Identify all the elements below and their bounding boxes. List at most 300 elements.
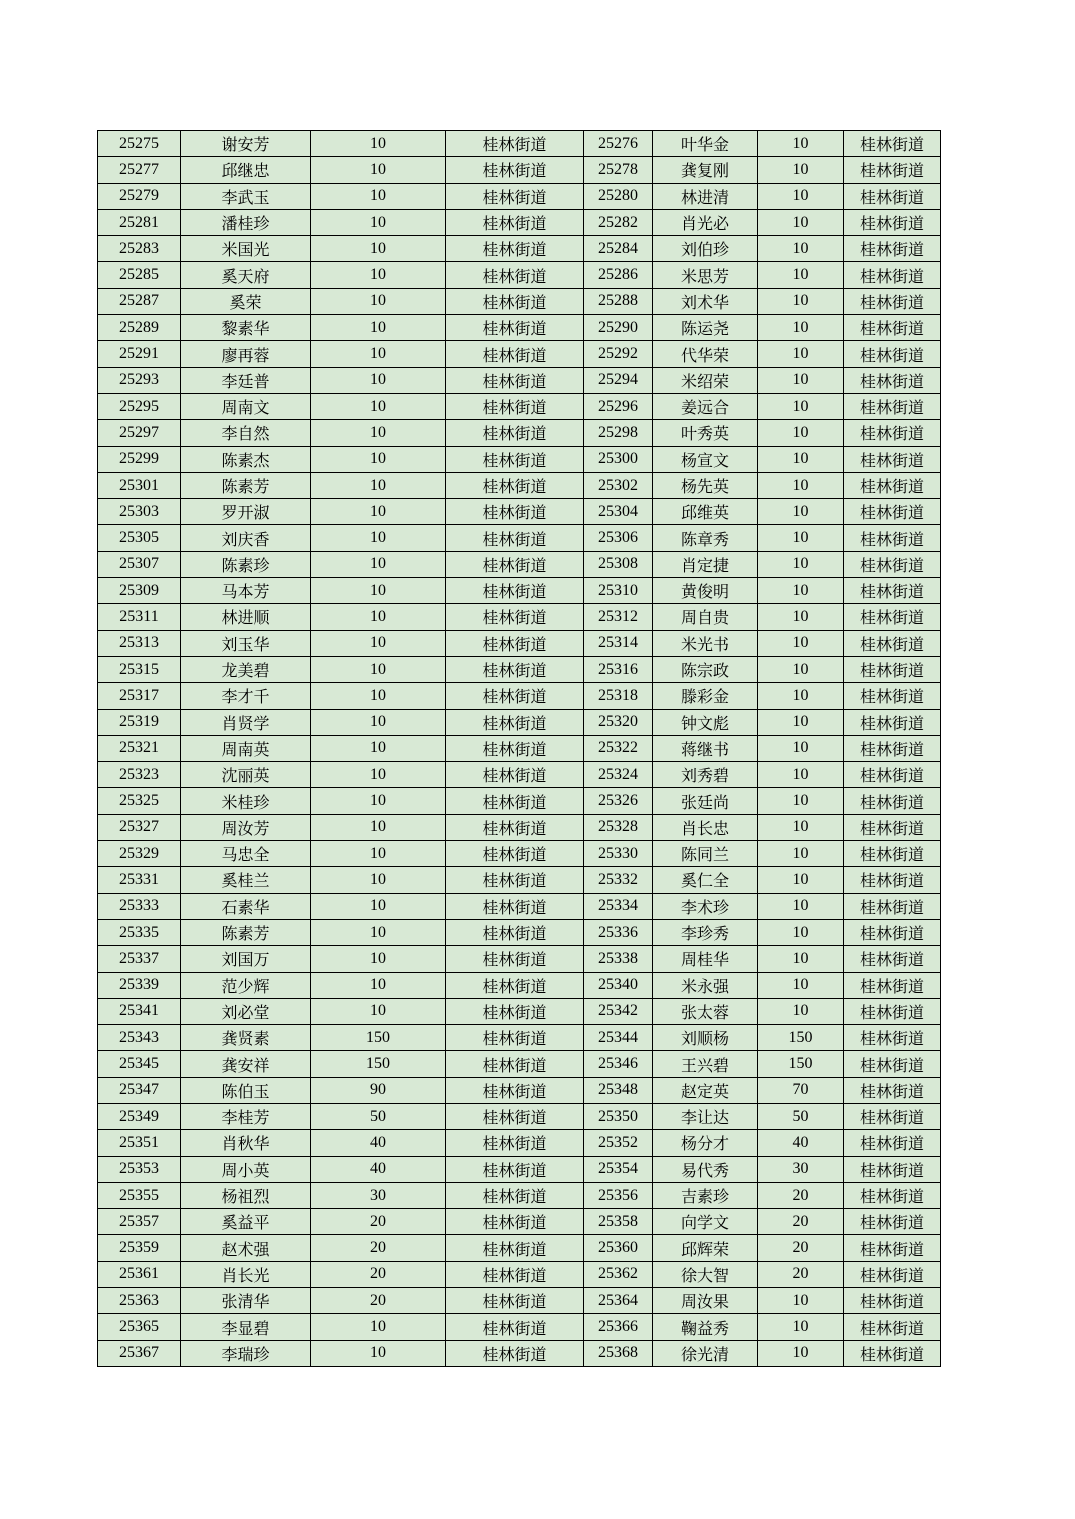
cell-amount-left: 10 — [311, 367, 446, 393]
cell-id-right: 25304 — [584, 499, 653, 525]
table-row — [98, 656, 941, 682]
cell-id-right: 25292 — [584, 341, 653, 367]
cell-name-right: 奚仁全 — [653, 867, 758, 893]
cell-amount-right: 20 — [758, 1261, 844, 1287]
cell-id-left: 25291 — [98, 341, 181, 367]
cell-amount-right: 10 — [758, 735, 844, 761]
cell-amount-left: 10 — [311, 735, 446, 761]
cell-id-right: 25294 — [584, 367, 653, 393]
cell-amount-right: 10 — [758, 841, 844, 867]
cell-name-right: 邱维英 — [653, 499, 758, 525]
cell-id-right: 25368 — [584, 1340, 653, 1366]
cell-district-left: 桂林街道 — [446, 946, 584, 972]
cell-district-right: 桂林街道 — [844, 446, 941, 472]
cell-district-right: 桂林街道 — [844, 1103, 941, 1129]
cell-district-left: 桂林街道 — [446, 1103, 584, 1129]
table-row — [98, 288, 941, 314]
cell-id-right: 25328 — [584, 814, 653, 840]
cell-name-right: 周汝果 — [653, 1288, 758, 1314]
cell-district-left: 桂林街道 — [446, 656, 584, 682]
table-row — [98, 1182, 941, 1208]
cell-amount-left: 10 — [311, 209, 446, 235]
cell-name-left: 龙美碧 — [181, 656, 311, 682]
table-row — [98, 236, 941, 262]
cell-amount-left: 10 — [311, 525, 446, 551]
cell-name-left: 廖再蓉 — [181, 341, 311, 367]
table-row — [98, 788, 941, 814]
cell-name-left: 龚贤素 — [181, 1025, 311, 1051]
cell-amount-right: 10 — [758, 972, 844, 998]
cell-district-left: 桂林街道 — [446, 1235, 584, 1261]
cell-name-left: 杨祖烈 — [181, 1182, 311, 1208]
cell-id-left: 25301 — [98, 472, 181, 498]
cell-district-left: 桂林街道 — [446, 841, 584, 867]
cell-name-left: 米国光 — [181, 236, 311, 262]
cell-name-right: 刘秀碧 — [653, 762, 758, 788]
cell-name-right: 米思芳 — [653, 262, 758, 288]
cell-id-left: 25277 — [98, 157, 181, 183]
cell-district-right: 桂林街道 — [844, 525, 941, 551]
cell-name-left: 潘桂珍 — [181, 209, 311, 235]
cell-name-right: 杨分才 — [653, 1130, 758, 1156]
cell-id-left: 25347 — [98, 1077, 181, 1103]
table-row — [98, 946, 941, 972]
cell-district-right: 桂林街道 — [844, 1077, 941, 1103]
cell-name-left: 沈丽英 — [181, 762, 311, 788]
cell-id-left: 25363 — [98, 1288, 181, 1314]
table-row — [98, 1156, 941, 1182]
cell-district-right: 桂林街道 — [844, 841, 941, 867]
cell-district-left: 桂林街道 — [446, 630, 584, 656]
table-row — [98, 683, 941, 709]
cell-name-left: 黎素华 — [181, 315, 311, 341]
cell-id-left: 25321 — [98, 735, 181, 761]
cell-amount-right: 10 — [758, 209, 844, 235]
cell-amount-right: 10 — [758, 1314, 844, 1340]
cell-id-right: 25332 — [584, 867, 653, 893]
cell-district-right: 桂林街道 — [844, 762, 941, 788]
cell-id-left: 25295 — [98, 393, 181, 419]
cell-amount-right: 10 — [758, 183, 844, 209]
cell-amount-right: 10 — [758, 157, 844, 183]
cell-amount-right: 70 — [758, 1077, 844, 1103]
table-row — [98, 525, 941, 551]
cell-name-left: 李才千 — [181, 683, 311, 709]
cell-name-right: 李术珍 — [653, 893, 758, 919]
cell-id-right: 25346 — [584, 1051, 653, 1077]
cell-id-right: 25296 — [584, 393, 653, 419]
cell-name-right: 刘顺杨 — [653, 1025, 758, 1051]
cell-district-left: 桂林街道 — [446, 1209, 584, 1235]
cell-district-right: 桂林街道 — [844, 1340, 941, 1366]
cell-district-left: 桂林街道 — [446, 262, 584, 288]
cell-name-left: 刘必堂 — [181, 998, 311, 1024]
table-row — [98, 604, 941, 630]
cell-district-left: 桂林街道 — [446, 315, 584, 341]
cell-id-left: 25299 — [98, 446, 181, 472]
cell-id-right: 25306 — [584, 525, 653, 551]
cell-amount-left: 10 — [311, 683, 446, 709]
cell-name-right: 姜远合 — [653, 393, 758, 419]
cell-name-left: 奚天府 — [181, 262, 311, 288]
table-row — [98, 972, 941, 998]
cell-name-right: 肖定捷 — [653, 551, 758, 577]
cell-amount-left: 10 — [311, 814, 446, 840]
cell-id-left: 25281 — [98, 209, 181, 235]
cell-name-right: 周自贵 — [653, 604, 758, 630]
cell-district-left: 桂林街道 — [446, 1130, 584, 1156]
cell-id-right: 25308 — [584, 551, 653, 577]
table-row — [98, 1130, 941, 1156]
cell-id-left: 25293 — [98, 367, 181, 393]
cell-amount-left: 20 — [311, 1209, 446, 1235]
cell-id-left: 25367 — [98, 1340, 181, 1366]
cell-name-right: 刘伯珍 — [653, 236, 758, 262]
cell-district-right: 桂林街道 — [844, 919, 941, 945]
cell-amount-right: 10 — [758, 341, 844, 367]
cell-name-right: 蒋继书 — [653, 735, 758, 761]
cell-name-left: 肖长光 — [181, 1261, 311, 1287]
cell-name-left: 李显碧 — [181, 1314, 311, 1340]
cell-name-left: 石素华 — [181, 893, 311, 919]
cell-id-left: 25307 — [98, 551, 181, 577]
cell-district-right: 桂林街道 — [844, 1156, 941, 1182]
cell-name-right: 吉素珍 — [653, 1182, 758, 1208]
cell-district-left: 桂林街道 — [446, 209, 584, 235]
cell-name-right: 王兴碧 — [653, 1051, 758, 1077]
cell-district-right: 桂林街道 — [844, 157, 941, 183]
table-row — [98, 446, 941, 472]
cell-name-left: 李瑞珍 — [181, 1340, 311, 1366]
cell-name-right: 叶秀英 — [653, 420, 758, 446]
cell-amount-left: 90 — [311, 1077, 446, 1103]
cell-id-left: 25283 — [98, 236, 181, 262]
cell-district-right: 桂林街道 — [844, 472, 941, 498]
cell-id-right: 25322 — [584, 735, 653, 761]
cell-district-right: 桂林街道 — [844, 578, 941, 604]
cell-id-right: 25344 — [584, 1025, 653, 1051]
cell-district-right: 桂林街道 — [844, 183, 941, 209]
cell-district-left: 桂林街道 — [446, 472, 584, 498]
cell-name-left: 周汝芳 — [181, 814, 311, 840]
cell-amount-left: 10 — [311, 841, 446, 867]
cell-amount-left: 10 — [311, 630, 446, 656]
cell-name-right: 易代秀 — [653, 1156, 758, 1182]
cell-amount-left: 20 — [311, 1261, 446, 1287]
table-row — [98, 131, 941, 157]
cell-amount-right: 10 — [758, 578, 844, 604]
cell-amount-left: 10 — [311, 867, 446, 893]
cell-district-left: 桂林街道 — [446, 972, 584, 998]
cell-amount-right: 10 — [758, 867, 844, 893]
cell-name-right: 钟文彪 — [653, 709, 758, 735]
cell-amount-right: 10 — [758, 998, 844, 1024]
cell-amount-left: 10 — [311, 578, 446, 604]
cell-name-right: 邱辉荣 — [653, 1235, 758, 1261]
cell-id-left: 25285 — [98, 262, 181, 288]
cell-district-right: 桂林街道 — [844, 735, 941, 761]
table-row — [98, 1025, 941, 1051]
cell-name-left: 林进顺 — [181, 604, 311, 630]
cell-amount-left: 10 — [311, 1314, 446, 1340]
beneficiary-table — [97, 130, 941, 1367]
cell-district-left: 桂林街道 — [446, 420, 584, 446]
cell-name-left: 陈素珍 — [181, 551, 311, 577]
cell-amount-right: 10 — [758, 919, 844, 945]
cell-amount-right: 10 — [758, 814, 844, 840]
cell-name-left: 肖秋华 — [181, 1130, 311, 1156]
cell-district-right: 桂林街道 — [844, 262, 941, 288]
table-row — [98, 867, 941, 893]
cell-id-right: 25340 — [584, 972, 653, 998]
cell-district-right: 桂林街道 — [844, 867, 941, 893]
cell-amount-right: 10 — [758, 551, 844, 577]
cell-name-right: 陈宗政 — [653, 656, 758, 682]
table-row — [98, 762, 941, 788]
cell-district-right: 桂林街道 — [844, 499, 941, 525]
cell-district-right: 桂林街道 — [844, 1314, 941, 1340]
cell-name-right: 米绍荣 — [653, 367, 758, 393]
cell-district-left: 桂林街道 — [446, 919, 584, 945]
cell-id-left: 25315 — [98, 656, 181, 682]
cell-name-left: 肖贤学 — [181, 709, 311, 735]
cell-district-right: 桂林街道 — [844, 209, 941, 235]
cell-name-right: 鞠益秀 — [653, 1314, 758, 1340]
table-row — [98, 1235, 941, 1261]
cell-amount-right: 10 — [758, 525, 844, 551]
cell-amount-right: 10 — [758, 236, 844, 262]
cell-district-left: 桂林街道 — [446, 1025, 584, 1051]
cell-id-right: 25318 — [584, 683, 653, 709]
cell-name-right: 米永强 — [653, 972, 758, 998]
cell-district-right: 桂林街道 — [844, 315, 941, 341]
cell-amount-left: 10 — [311, 604, 446, 630]
cell-amount-right: 10 — [758, 420, 844, 446]
cell-name-right: 周桂华 — [653, 946, 758, 972]
cell-id-right: 25302 — [584, 472, 653, 498]
cell-id-left: 25275 — [98, 131, 181, 157]
cell-id-left: 25303 — [98, 499, 181, 525]
cell-district-right: 桂林街道 — [844, 236, 941, 262]
cell-name-right: 林进清 — [653, 183, 758, 209]
cell-district-right: 桂林街道 — [844, 1261, 941, 1287]
cell-name-left: 刘国万 — [181, 946, 311, 972]
table-row — [98, 919, 941, 945]
table-row — [98, 709, 941, 735]
cell-name-left: 邱继忠 — [181, 157, 311, 183]
cell-name-left: 陈素芳 — [181, 919, 311, 945]
cell-id-right: 25288 — [584, 288, 653, 314]
cell-district-right: 桂林街道 — [844, 656, 941, 682]
cell-district-right: 桂林街道 — [844, 893, 941, 919]
table-body — [98, 131, 941, 1367]
cell-name-right: 刘术华 — [653, 288, 758, 314]
cell-name-left: 周南英 — [181, 735, 311, 761]
table-row — [98, 393, 941, 419]
cell-amount-right: 30 — [758, 1156, 844, 1182]
cell-district-left: 桂林街道 — [446, 551, 584, 577]
cell-name-left: 陈素杰 — [181, 446, 311, 472]
cell-amount-left: 150 — [311, 1025, 446, 1051]
cell-id-left: 25345 — [98, 1051, 181, 1077]
table-row — [98, 630, 941, 656]
table-row — [98, 1314, 941, 1340]
cell-district-right: 桂林街道 — [844, 288, 941, 314]
cell-amount-left: 150 — [311, 1051, 446, 1077]
cell-amount-left: 10 — [311, 762, 446, 788]
cell-amount-right: 150 — [758, 1025, 844, 1051]
cell-amount-left: 10 — [311, 262, 446, 288]
table-row — [98, 420, 941, 446]
cell-name-left: 龚安祥 — [181, 1051, 311, 1077]
cell-id-left: 25325 — [98, 788, 181, 814]
table-row — [98, 367, 941, 393]
cell-name-right: 张廷尚 — [653, 788, 758, 814]
table-row — [98, 814, 941, 840]
cell-id-right: 25300 — [584, 446, 653, 472]
cell-name-right: 李珍秀 — [653, 919, 758, 945]
cell-id-right: 25290 — [584, 315, 653, 341]
cell-name-right: 龚复刚 — [653, 157, 758, 183]
cell-district-left: 桂林街道 — [446, 893, 584, 919]
cell-id-left: 25339 — [98, 972, 181, 998]
cell-amount-left: 10 — [311, 709, 446, 735]
cell-district-left: 桂林街道 — [446, 1182, 584, 1208]
table-row — [98, 341, 941, 367]
cell-id-left: 25309 — [98, 578, 181, 604]
cell-id-left: 25351 — [98, 1130, 181, 1156]
cell-district-right: 桂林街道 — [844, 946, 941, 972]
cell-amount-left: 30 — [311, 1182, 446, 1208]
cell-amount-left: 10 — [311, 236, 446, 262]
cell-district-right: 桂林街道 — [844, 131, 941, 157]
table-row — [98, 157, 941, 183]
cell-id-right: 25334 — [584, 893, 653, 919]
cell-district-left: 桂林街道 — [446, 604, 584, 630]
table-row — [98, 1051, 941, 1077]
table-row — [98, 1103, 941, 1129]
cell-name-left: 李武玉 — [181, 183, 311, 209]
cell-district-right: 桂林街道 — [844, 814, 941, 840]
cell-id-left: 25331 — [98, 867, 181, 893]
cell-amount-left: 10 — [311, 472, 446, 498]
table-row — [98, 998, 941, 1024]
cell-district-right: 桂林街道 — [844, 972, 941, 998]
table-row — [98, 893, 941, 919]
cell-district-left: 桂林街道 — [446, 1051, 584, 1077]
table-row — [98, 1340, 941, 1366]
cell-district-right: 桂林街道 — [844, 1288, 941, 1314]
cell-amount-right: 10 — [758, 604, 844, 630]
cell-district-left: 桂林街道 — [446, 393, 584, 419]
cell-district-right: 桂林街道 — [844, 393, 941, 419]
cell-id-right: 25338 — [584, 946, 653, 972]
cell-amount-left: 10 — [311, 499, 446, 525]
cell-district-left: 桂林街道 — [446, 183, 584, 209]
cell-name-right: 杨宣文 — [653, 446, 758, 472]
cell-amount-left: 20 — [311, 1288, 446, 1314]
cell-amount-left: 10 — [311, 946, 446, 972]
cell-district-right: 桂林街道 — [844, 367, 941, 393]
cell-district-left: 桂林街道 — [446, 499, 584, 525]
cell-district-left: 桂林街道 — [446, 1340, 584, 1366]
cell-name-right: 滕彩金 — [653, 683, 758, 709]
cell-name-left: 周南文 — [181, 393, 311, 419]
cell-id-right: 25330 — [584, 841, 653, 867]
cell-name-left: 刘庆香 — [181, 525, 311, 551]
table-row — [98, 315, 941, 341]
cell-name-right: 徐光清 — [653, 1340, 758, 1366]
cell-amount-left: 10 — [311, 315, 446, 341]
cell-name-left: 米桂珍 — [181, 788, 311, 814]
cell-amount-right: 10 — [758, 762, 844, 788]
cell-id-left: 25329 — [98, 841, 181, 867]
cell-name-left: 马忠全 — [181, 841, 311, 867]
cell-district-left: 桂林街道 — [446, 288, 584, 314]
cell-name-right: 向学文 — [653, 1209, 758, 1235]
cell-id-right: 25280 — [584, 183, 653, 209]
cell-amount-left: 10 — [311, 446, 446, 472]
cell-amount-left: 10 — [311, 998, 446, 1024]
cell-amount-left: 10 — [311, 183, 446, 209]
cell-name-left: 陈素芳 — [181, 472, 311, 498]
cell-district-left: 桂林街道 — [446, 683, 584, 709]
cell-id-right: 25324 — [584, 762, 653, 788]
cell-district-right: 桂林街道 — [844, 551, 941, 577]
cell-amount-right: 10 — [758, 472, 844, 498]
cell-id-right: 25316 — [584, 656, 653, 682]
cell-name-left: 李自然 — [181, 420, 311, 446]
cell-district-left: 桂林街道 — [446, 157, 584, 183]
table-row — [98, 183, 941, 209]
cell-id-right: 25364 — [584, 1288, 653, 1314]
cell-id-right: 25356 — [584, 1182, 653, 1208]
cell-amount-left: 10 — [311, 157, 446, 183]
cell-name-left: 范少辉 — [181, 972, 311, 998]
cell-amount-left: 20 — [311, 1235, 446, 1261]
cell-id-right: 25312 — [584, 604, 653, 630]
cell-id-right: 25278 — [584, 157, 653, 183]
cell-district-right: 桂林街道 — [844, 998, 941, 1024]
cell-name-right: 肖长忠 — [653, 814, 758, 840]
cell-amount-right: 150 — [758, 1051, 844, 1077]
cell-amount-right: 10 — [758, 446, 844, 472]
cell-name-left: 陈伯玉 — [181, 1077, 311, 1103]
cell-name-left: 罗开淑 — [181, 499, 311, 525]
cell-id-left: 25361 — [98, 1261, 181, 1287]
cell-amount-left: 10 — [311, 1340, 446, 1366]
table-row — [98, 1261, 941, 1287]
cell-id-left: 25305 — [98, 525, 181, 551]
cell-name-right: 米光书 — [653, 630, 758, 656]
cell-district-right: 桂林街道 — [844, 420, 941, 446]
cell-name-right: 张太蓉 — [653, 998, 758, 1024]
table-row — [98, 735, 941, 761]
cell-district-right: 桂林街道 — [844, 1051, 941, 1077]
table-row — [98, 209, 941, 235]
cell-id-left: 25279 — [98, 183, 181, 209]
table-row — [98, 841, 941, 867]
cell-id-left: 25355 — [98, 1182, 181, 1208]
cell-amount-right: 40 — [758, 1130, 844, 1156]
cell-name-left: 李桂芳 — [181, 1103, 311, 1129]
cell-amount-right: 10 — [758, 630, 844, 656]
cell-amount-left: 10 — [311, 393, 446, 419]
cell-amount-right: 10 — [758, 683, 844, 709]
cell-amount-right: 10 — [758, 788, 844, 814]
cell-id-right: 25286 — [584, 262, 653, 288]
cell-id-right: 25342 — [584, 998, 653, 1024]
